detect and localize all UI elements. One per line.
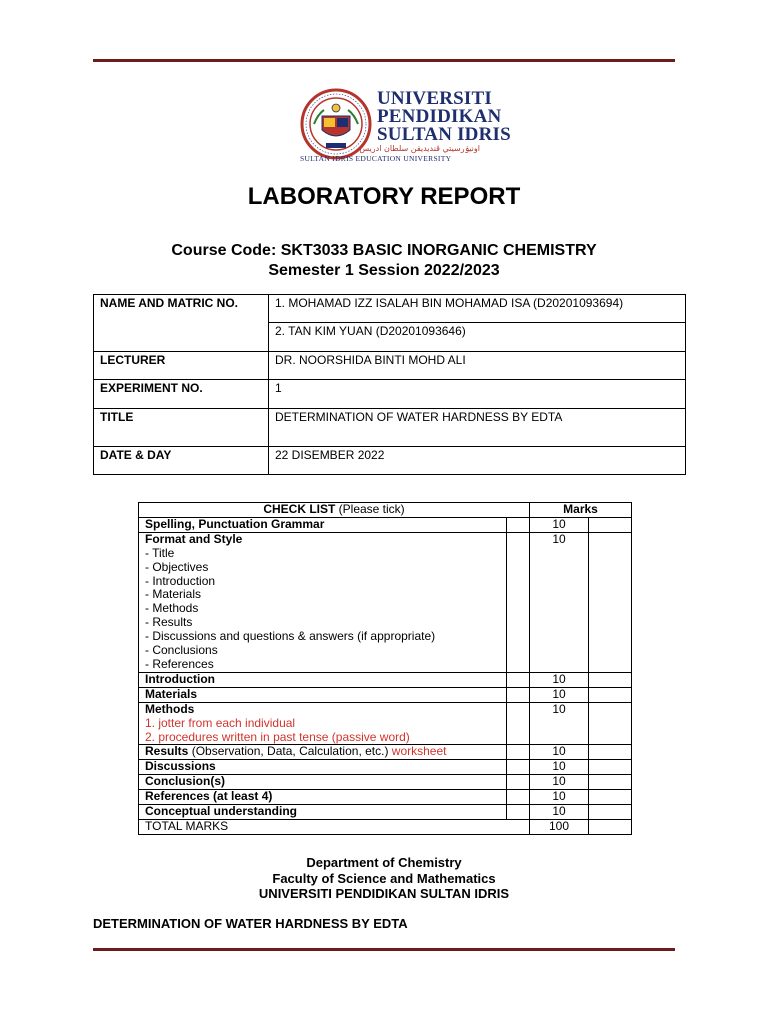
date-value: 22 DISEMBER 2022 <box>269 447 686 475</box>
total-marks-value: 100 <box>530 819 589 834</box>
marks-references: 10 <box>530 790 589 805</box>
format-item-references: - References <box>145 656 214 671</box>
course-code: Course Code: SKT3033 BASIC INORGANIC CHEMISTRY <box>171 242 597 259</box>
format-item-methods: - Methods <box>145 601 199 616</box>
score-box-conceptual[interactable] <box>589 805 632 820</box>
methods-note-1: 1. jotter from each individual <box>145 715 296 730</box>
score-box-spelling[interactable] <box>589 517 632 532</box>
logo-tagline: SULTAN IDRIS EDUCATION UNIVERSITY <box>300 154 452 163</box>
report-title: LABORATORY REPORT <box>247 183 521 210</box>
experiment-value: 1 <box>269 380 686 409</box>
tick-box-spelling[interactable] <box>507 517 530 532</box>
tick-box-references[interactable] <box>507 790 530 805</box>
experiment-subtitle: DETERMINATION OF WATER HARDNESS BY EDTA <box>93 916 408 931</box>
top-rule <box>93 59 675 62</box>
marks-spelling: 10 <box>530 517 589 532</box>
checklist-header: CHECK LIST (Please tick) <box>139 503 530 518</box>
logo-arabic-text: اونيۏرسيتي ڤنديديقن سلطان ادريس <box>359 144 480 153</box>
criterion-introduction: Introduction <box>139 672 507 687</box>
results-note: worksheet <box>391 744 447 759</box>
lecturer-value: DR. NOORSHIDA BINTI MOHD ALI <box>269 352 686 380</box>
score-box-references[interactable] <box>589 790 632 805</box>
score-box-results[interactable] <box>589 745 632 760</box>
tick-box-methods[interactable] <box>507 702 530 745</box>
tick-box-results[interactable] <box>507 745 530 760</box>
criterion-references: References (at least 4) <box>139 790 507 805</box>
methods-heading: Methods <box>145 701 195 716</box>
criterion-conclusions: Conclusion(s) <box>139 775 507 790</box>
checklist-table <box>138 502 632 835</box>
score-box-conclusions[interactable] <box>589 775 632 790</box>
score-box-materials[interactable] <box>589 687 632 702</box>
tick-box-introduction[interactable] <box>507 672 530 687</box>
criterion-results: Results (Observation, Data, Calculation, etc.) worksheet <box>139 745 507 760</box>
criterion-discussions: Discussions <box>139 760 507 775</box>
marks-results: 10 <box>530 745 589 760</box>
name-label: NAME AND MATRIC NO. <box>94 295 269 352</box>
marks-conceptual: 10 <box>530 805 589 820</box>
university-logo <box>300 88 511 164</box>
student-name-2: 2. TAN KIM YUAN (D20201093646) <box>269 323 686 352</box>
title-value: DETERMINATION OF WATER HARDNESS BY EDTA <box>269 409 686 447</box>
department-block <box>0 855 768 902</box>
date-label: DATE & DAY <box>94 447 269 475</box>
marks-header: Marks <box>530 503 632 518</box>
format-item-results: - Results <box>145 615 193 630</box>
student-info-table <box>93 294 686 475</box>
department-name: Department of Chemistry <box>306 855 462 870</box>
tick-box-materials[interactable] <box>507 687 530 702</box>
methods-note-2: 2. procedures written in past tense (passive word) <box>145 729 410 744</box>
title-label: TITLE <box>94 409 269 447</box>
format-item-introduction: - Introduction <box>145 573 216 588</box>
score-box-introduction[interactable] <box>589 672 632 687</box>
marks-methods: 10 <box>530 702 589 745</box>
university-name: UNIVERSITI PENDIDIKAN SULTAN IDRIS <box>258 886 510 901</box>
marks-materials: 10 <box>530 687 589 702</box>
marks-conclusions: 10 <box>530 775 589 790</box>
student-name-1: 1. MOHAMAD IZZ ISALAH BIN MOHAMAD ISA (D20201093694) <box>269 295 686 323</box>
format-item-conclusions: - Conclusions <box>145 643 218 658</box>
logo-text-line-2: PENDIDIKAN <box>377 106 502 127</box>
bottom-rule <box>93 948 675 951</box>
total-marks-label: TOTAL MARKS <box>139 819 530 834</box>
criterion-format <box>139 532 507 672</box>
format-item-discussions: - Discussions and questions & answers (if appropriate) <box>145 629 436 644</box>
marks-discussions: 10 <box>530 760 589 775</box>
marks-format: 10 <box>530 532 589 672</box>
experiment-label: EXPERIMENT NO. <box>94 380 269 409</box>
faculty-name: Faculty of Science and Mathematics <box>272 870 496 886</box>
score-box-total[interactable] <box>589 819 632 834</box>
tick-box-discussions[interactable] <box>507 760 530 775</box>
criterion-methods <box>139 702 507 745</box>
criterion-conceptual: Conceptual understanding <box>139 805 507 820</box>
format-item-materials: - Materials <box>145 587 202 602</box>
tick-box-format[interactable] <box>507 532 530 672</box>
score-box-discussions[interactable] <box>589 760 632 775</box>
logo-text-line-3: SULTAN IDRIS <box>377 124 511 145</box>
course-heading <box>0 241 768 281</box>
semester: Semester 1 Session 2022/2023 <box>268 262 500 279</box>
criterion-materials: Materials <box>139 687 507 702</box>
tick-box-conceptual[interactable] <box>507 805 530 820</box>
marks-introduction: 10 <box>530 672 589 687</box>
score-box-format[interactable] <box>589 532 632 672</box>
logo-text-line-1: UNIVERSITI <box>377 88 492 109</box>
format-item-title: - Title <box>145 545 175 560</box>
tick-box-conclusions[interactable] <box>507 775 530 790</box>
format-heading: Format and Style <box>145 531 243 546</box>
lecturer-label: LECTURER <box>94 352 269 380</box>
format-item-objectives: - Objectives <box>145 559 209 574</box>
score-box-methods[interactable] <box>589 702 632 745</box>
criterion-spelling: Spelling, Punctuation Grammar <box>139 517 507 532</box>
